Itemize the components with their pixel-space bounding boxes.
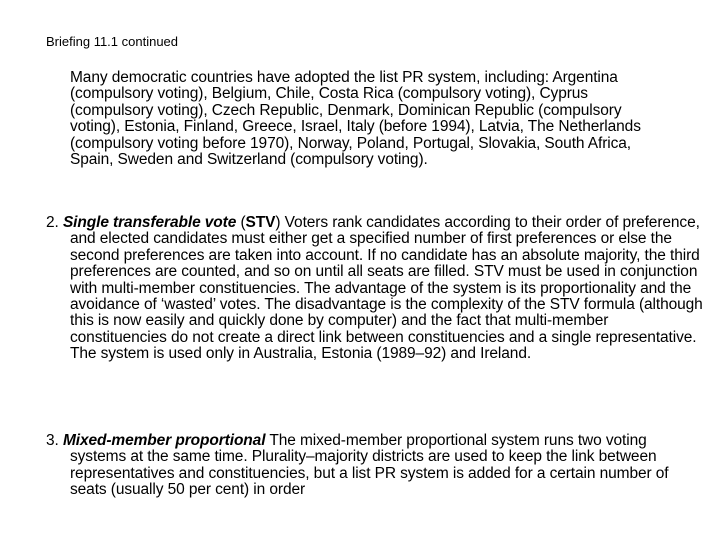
mmp-paragraph: [46, 433, 706, 499]
list-pr-paragraph: Many democratic countries have adopted the list PR system, including: Argentina (compulsory voting), Belgium, Chile, Costa Rica (compulsory voting), Cyprus (compulsory voting), Czech Republic, Denmark, Dominican Republic (compulsory voting), Estonia, Finland, Greece, Israel, Italy (before 1994), Latvia, The Netherlands (compulsory voting before 1970), Norway, Poland, Portugal, Slovakia, South Africa, Spain, Sweden and Switzerland (compulsory voting).: [70, 69, 641, 169]
stv-term: Single transferable vote: [62, 214, 237, 231]
stv-abbr-open: (: [236, 214, 246, 231]
mmp-text: The mixed-member proportional system runs two voting systems at the same time. Plurality–majority districts are used to keep the link between representatives and constituencies, but a list PR system is added for a certain number of seats (usually 50 per cent) in order: [70, 432, 669, 499]
mmp-number: 3.: [46, 432, 63, 449]
mmp-term: Mixed-member proportional: [62, 432, 266, 449]
stv-paragraph: [46, 215, 706, 363]
stv-number: 2.: [46, 214, 63, 231]
stv-text: Voters rank candidates according to their order of preference, and elected candidates must either get a specified number of first preferences or else the second preferences are taken into account. If no candidate has an absolute majority, the third preferences are counted, and so on until all seats are filled. STV must be used in conjunction with multi-member constituencies. The advantage of the system is its proportionality and the avoidance of ‘wasted’ votes. The disadvantage is the complexity of the STV formula (although this is now easily and quickly done by computer) and the fact that multi-member constituencies do not create a direct link between constituencies and a single representative. The system is used only in Australia, Estonia (1989–92) and Ireland.: [70, 214, 703, 363]
stv-abbr: STV: [245, 214, 276, 231]
stv-abbr-close: ): [275, 214, 281, 231]
page-header: Briefing 11.1 continued: [46, 34, 179, 49]
